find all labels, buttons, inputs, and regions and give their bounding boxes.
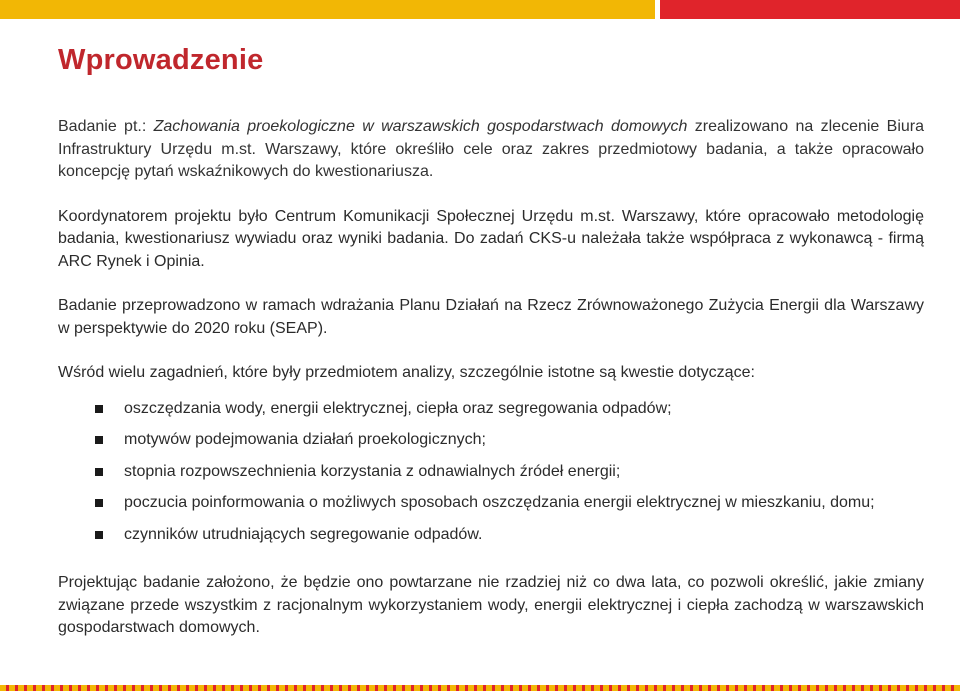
- intro-paragraph: [58, 116, 924, 184]
- footer-bar: [0, 685, 960, 691]
- page-title: Wprowadzenie: [58, 44, 264, 76]
- square-bullet-icon: [95, 436, 103, 444]
- square-bullet-icon: [95, 405, 103, 413]
- plan-paragraph: Badanie przeprowadzono w ramach wdrażania Planu Działań na Rzecz Zrównoważonego Zużycia Energii dla Warszawy w perspektywie do 2020 roku (SEAP).: [58, 297, 924, 337]
- header-bar-red: [660, 0, 960, 19]
- intro-suffix: zrealizowano na zlecenie Biura Infrastruktury Urzędu m.st. Warszawy, które określiło cele oraz zakres przedmiotowy badania, a także opracowało koncepcję pytań wskaźnikowych do kwestionariusza.: [58, 118, 925, 180]
- header-bar: [0, 0, 960, 19]
- list-item-text: stopnia rozpowszechnienia korzystania z odnawialnych źródeł energii;: [124, 462, 621, 480]
- header-bar-yellow: [0, 0, 655, 19]
- list-item-text: czynników utrudniających segregowanie odpadów.: [124, 525, 483, 543]
- list-item: [58, 524, 924, 556]
- list-item: [58, 429, 924, 461]
- list-item-text: oszczędzania wody, energii elektrycznej, ciepła oraz segregowania odpadów;: [124, 399, 672, 417]
- list-item-text: poczucia poinformowania o możliwych sposobach oszczędzania energii elektrycznej w mieszkaniu, domu;: [124, 494, 875, 511]
- list-item: [58, 398, 924, 430]
- square-bullet-icon: [95, 531, 103, 539]
- closing-paragraph: Projektując badanie założono, że będzie ono powtarzane nie rzadziej niż co dwa lata, co pozwoli określić, jakie zmiany związane przede wszystkim z racjonalnym wykorzystaniem wody, energii elektrycznej i ciepła zachodzą w warszawskich gospodarstwach domowych.: [58, 574, 924, 636]
- topics-intro: Wśród wielu zagadnień, które były przedmiotem analizy, szczególnie istotne są kwestie dotyczące:: [58, 364, 755, 381]
- list-item: [58, 461, 924, 493]
- square-bullet-icon: [95, 468, 103, 476]
- coordinator-paragraph: Koordynatorem projektu było Centrum Komunikacji Społecznej Urzędu m.st. Warszawy, które opracowało metodologię badania, kwestionariusz wywiadu oraz wyniki badania. Do zadań CKS-u należała także współpraca z wykonawcą - firmą ARC Rynek i Opinia.: [58, 207, 924, 270]
- list-item: [58, 492, 924, 524]
- body-content: [58, 116, 924, 640]
- intro-prefix: Badanie pt.:: [58, 118, 154, 135]
- study-name: Zachowania proekologiczne w warszawskich gospodarstwach domowych: [153, 118, 688, 135]
- topics-list: [58, 398, 924, 556]
- list-item-text: motywów podejmowania działań proekologicznych;: [124, 431, 486, 448]
- square-bullet-icon: [95, 499, 103, 507]
